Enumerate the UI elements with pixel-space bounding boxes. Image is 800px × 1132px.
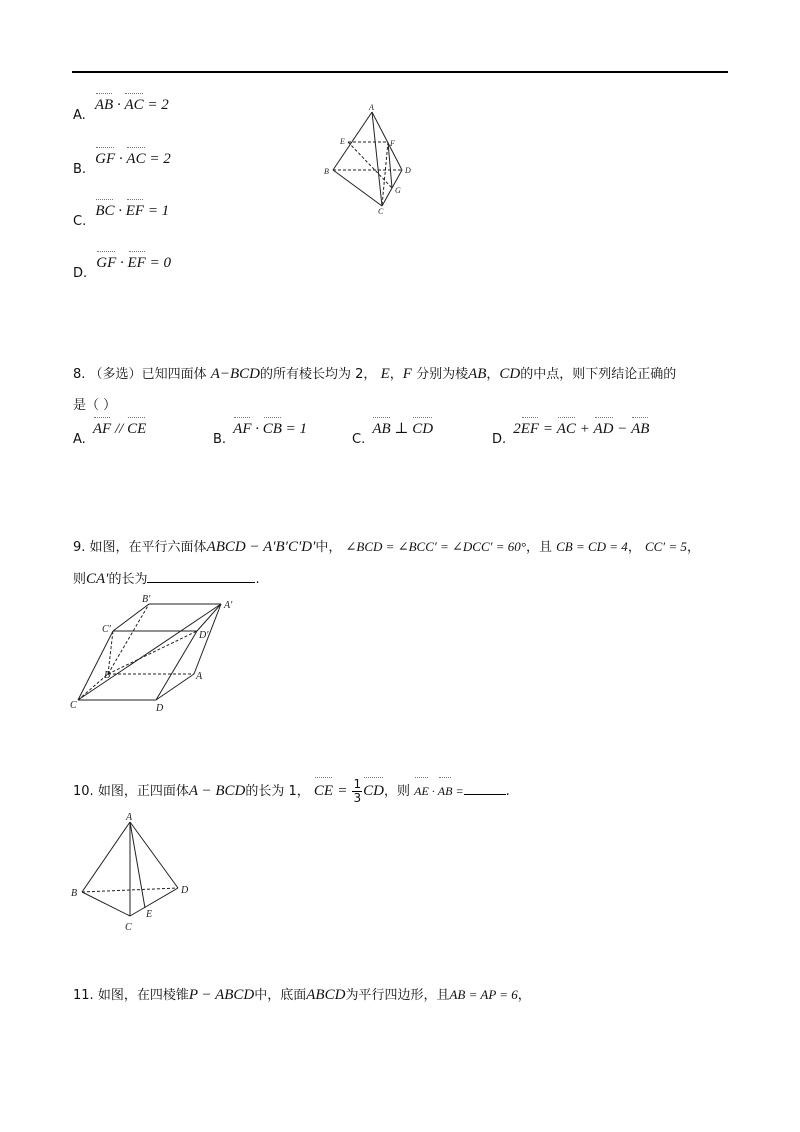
- vector: EF: [125, 203, 145, 219]
- svg-text:E: E: [340, 137, 345, 146]
- edge-ac: [372, 112, 382, 206]
- fraction: $\frac{1}{3}$: [353, 777, 362, 805]
- edge-eg: [348, 142, 392, 188]
- q8-option-a[interactable]: A. AF // CE: [73, 421, 147, 447]
- vector: AC: [126, 151, 146, 167]
- vector: GF: [95, 151, 116, 167]
- svg-text:A: A: [369, 103, 374, 112]
- vector: AB: [94, 97, 114, 113]
- q10-tetrahedron-figure: [66, 810, 196, 938]
- q9-parallelepiped-figure: [68, 594, 248, 718]
- svg-text:D: D: [181, 885, 189, 896]
- answer-blank[interactable]: [147, 582, 255, 583]
- vector: BC: [95, 203, 115, 219]
- svg-text:D: D: [156, 703, 164, 714]
- svg-text:A: A: [126, 812, 133, 823]
- svg-text:C′: C′: [102, 624, 111, 635]
- svg-text:B: B: [324, 167, 329, 176]
- q8-stem-line2: 是（ ）: [73, 398, 117, 413]
- answer-blank[interactable]: [464, 794, 506, 795]
- option-letter: D.: [73, 266, 88, 281]
- svg-text:B: B: [104, 670, 111, 681]
- vector: AC: [124, 97, 144, 113]
- q11-stem: 11. 如图，在四棱锥P − ABCD中，底面ABCD为平行四边形，且AB = AP = 6，: [73, 987, 531, 1003]
- q9-stem-line1: 9. 如图，在平行六面体ABCD − A′B′C′D′中， ∠BCD = ∠BCC′ = ∠DCC′ = 60°，且 CB = CD = 4， CC′ = 5，: [73, 539, 700, 555]
- svg-text:B′: B′: [142, 594, 151, 605]
- svg-text:C: C: [378, 207, 384, 216]
- svg-text:E: E: [146, 909, 153, 920]
- q8-option-d[interactable]: D. 2EF = AC + AD − AB: [492, 421, 650, 447]
- q8-option-b[interactable]: B. AF · CB = 1: [213, 421, 308, 447]
- q9-stem-line2: 则CA′的长为 .: [73, 571, 260, 587]
- option-letter: B.: [73, 162, 87, 177]
- svg-text:B: B: [71, 888, 78, 899]
- q8-option-c[interactable]: C. AB ⊥ CD: [352, 421, 434, 447]
- vector: EF: [127, 255, 146, 271]
- option-letter: A.: [73, 108, 86, 123]
- vector: GF: [96, 255, 117, 271]
- q10-stem: 10. 如图，正四面体A − BCD的长为 1， CE = $\frac{1}{3}$ CD，则 AE · AB = .: [73, 777, 510, 805]
- svg-text:A′: A′: [224, 600, 233, 611]
- svg-text:D′: D′: [199, 630, 209, 641]
- svg-text:D: D: [405, 166, 411, 175]
- svg-text:C: C: [70, 700, 77, 711]
- svg-text:C: C: [125, 922, 132, 933]
- q8-stem-line1: 8. （多选）已知四面体 A−BCD的所有棱长均为 2， E，F 分别为棱AB，CD的中点，则下列结论正确的: [73, 366, 677, 382]
- q7-tetrahedron-figure: [320, 100, 430, 220]
- q7-option-c[interactable]: C. BC · EF = 1: [73, 203, 170, 229]
- edge-ad: [372, 112, 402, 170]
- q7-option-b[interactable]: B. GF · AC = 2: [73, 151, 171, 177]
- svg-text:F: F: [390, 139, 395, 148]
- svg-text:G: G: [395, 186, 401, 195]
- q7-option-d[interactable]: D. GF · EF = 0: [73, 255, 171, 281]
- svg-text:A: A: [196, 671, 203, 682]
- header-rule: [72, 71, 728, 73]
- option-letter: C.: [73, 214, 87, 229]
- edge-bc: [333, 170, 382, 206]
- q7-option-a[interactable]: A. AB · AC = 2: [73, 97, 169, 123]
